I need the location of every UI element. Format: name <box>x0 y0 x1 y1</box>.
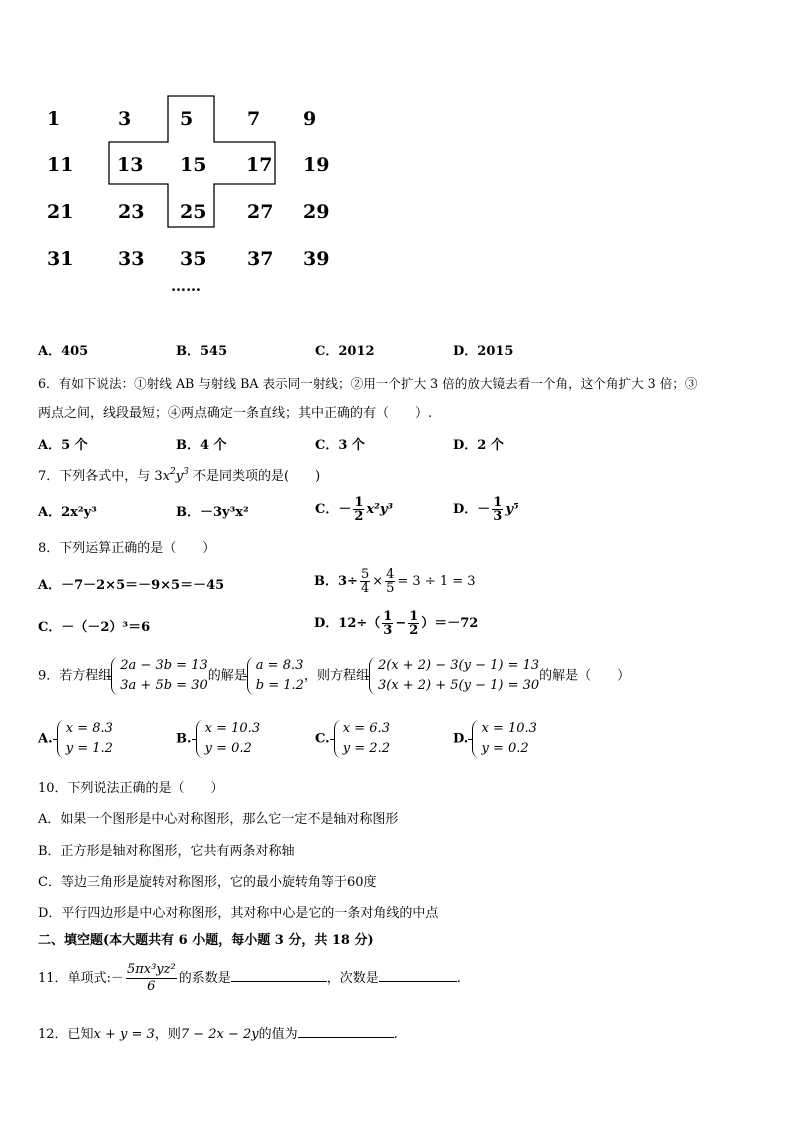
q8-option-b-label: B．3÷ <box>314 574 358 589</box>
fraction-denominator: 5 <box>386 581 395 596</box>
grid-cell: 21 <box>47 201 74 223</box>
option-system <box>472 719 536 759</box>
equation: y = 2.2 <box>342 741 390 756</box>
q8-option-d-label: D．12÷（ <box>314 616 381 631</box>
grid-cell: 13 <box>117 154 144 176</box>
fraction-numerator: 1 <box>354 495 364 510</box>
q5-option-c[interactable]: C．2012 <box>315 344 375 359</box>
q6-option-d[interactable]: D．2 个 <box>453 438 504 453</box>
q6-option-a[interactable]: A．5 个 <box>38 438 88 453</box>
fraction-denominator: 4 <box>360 581 370 596</box>
q7-c-fraction <box>353 496 364 523</box>
q9-option-b[interactable] <box>176 719 260 759</box>
q12-condition: x + y = 3 <box>93 1027 155 1042</box>
equation: b = 1.2 <box>255 678 304 693</box>
q8-option-b-tail: = 3 ÷ 1 = 3 <box>397 574 476 589</box>
q7-term: $x^2y^3$ <box>162 467 189 484</box>
q12-expression: 7 − 2x − 2y <box>180 1027 259 1042</box>
option-system <box>334 719 390 759</box>
equation: 2a − 3b = 13 <box>120 658 208 673</box>
fraction-denominator: 6 <box>147 979 156 994</box>
q9-stem <box>38 656 630 696</box>
equation: y = 0.2 <box>204 741 252 756</box>
grid-cell: 11 <box>47 154 74 176</box>
grid-cell: 23 <box>118 201 145 223</box>
q11-stem <box>38 962 461 995</box>
q7-option-d[interactable] <box>453 496 519 523</box>
grid-cell: 1 <box>47 108 61 130</box>
q5-option-d[interactable]: D．2015 <box>453 344 514 359</box>
q10-option-d[interactable]: D．平行四边形是中心对称图形，其对称中心是它的一条对角线的中点 <box>38 906 439 921</box>
grid-cell: 25 <box>180 201 207 223</box>
grid-cell: 3 <box>118 108 132 130</box>
option-label: C. <box>315 731 330 747</box>
q11-stem-end: . <box>456 971 461 986</box>
fraction-denominator: 3 <box>493 509 503 524</box>
q8-option-c[interactable]: C．－（－2）³＝6 <box>38 620 151 635</box>
equation: y = 0.2 <box>481 741 529 756</box>
grid-ellipsis: …… <box>171 277 201 295</box>
fraction-numerator: 5πx³yz² <box>126 962 176 977</box>
section-heading: 二、填空题(本大题共有 6 小题，每小题 3 分，共 18 分) <box>38 933 374 948</box>
q9-system-1 <box>111 656 207 696</box>
fraction-numerator: 4 <box>386 567 395 582</box>
q7-option-d-tail: y⁵ <box>505 502 519 517</box>
q11-coefficient-blank[interactable] <box>231 969 327 982</box>
q9-option-a[interactable] <box>38 719 113 759</box>
q10-option-a[interactable]: A．如果一个图形是中心对称图形，那么它一定不是轴对称图形 <box>38 812 399 827</box>
q7-option-c[interactable] <box>315 496 393 523</box>
fraction <box>360 568 370 595</box>
q9-system-2 <box>369 656 539 696</box>
q8-option-b[interactable]: B．3÷ $\frac{5}{4}$ × $\frac{4}{5}$ = 3 ÷ 1 = 3 <box>314 567 476 596</box>
q11-fraction <box>126 962 177 995</box>
q8-option-d[interactable]: D．12÷（ $\frac{1}{3}$ − $\frac{1}{2}$ ）＝－72 <box>314 609 479 638</box>
q12-stem-end: . <box>393 1027 398 1042</box>
q6-stem-line1: 6．有如下说法：①射线 AB 与射线 BA 表示同一射线；②用一个扩大 3 倍的放大镜去看一个角，这个角扩大 3 倍；③ <box>38 376 698 391</box>
grid-cell: 31 <box>47 248 74 270</box>
fraction <box>385 568 395 595</box>
grid-cell: 7 <box>247 108 261 130</box>
grid-cell: 27 <box>247 201 274 223</box>
q12-stem-post: 的值为 <box>258 1027 298 1042</box>
grid-cell: 15 <box>180 154 207 176</box>
grid-cell: 39 <box>303 248 330 270</box>
q9-option-d[interactable] <box>453 719 537 759</box>
q7-d-fraction <box>492 496 503 523</box>
q11-degree-blank[interactable] <box>379 969 457 982</box>
equation: a = 8.3 <box>255 658 304 673</box>
q6-option-b[interactable]: B．4 个 <box>176 438 227 453</box>
q7-option-a[interactable]: A．2x²y³ <box>38 505 97 520</box>
fraction-numerator: 1 <box>493 495 503 510</box>
q9-stem-mid2: ，则方程组 <box>303 668 369 684</box>
q12-stem-mid: ，则 <box>154 1027 181 1042</box>
q11-stem-pre: 11．单项式:－ <box>38 971 124 986</box>
q7-option-d-label: D．－ <box>453 502 491 517</box>
q11-stem-mid2: ，次数是 <box>326 971 379 986</box>
q8-stem: 8．下列运算正确的是（ ） <box>38 541 216 556</box>
grid-cell: 37 <box>247 248 274 270</box>
grid-cell: 5 <box>180 108 194 130</box>
q9-stem-pre: 9．若方程组 <box>38 668 112 684</box>
equation: 3(x + 2) + 5(y − 1) = 30 <box>377 678 540 693</box>
q8-option-d-tail: ）＝－72 <box>421 616 479 631</box>
grid-cell: 17 <box>246 154 273 176</box>
q6-stem-line2: 两点之间，线段最短；④两点确定一条直线；其中正确的有（ ）. <box>38 406 433 421</box>
equation: x = 10.3 <box>481 721 537 736</box>
q10-stem: 10．下列说法正确的是（ ） <box>38 781 224 796</box>
fraction-denominator: 2 <box>409 623 419 638</box>
q11-stem-mid: 的系数是 <box>178 971 231 986</box>
equation: x = 6.3 <box>342 721 390 736</box>
option-system <box>196 719 260 759</box>
q6-option-c[interactable]: C．3 个 <box>315 438 365 453</box>
grid-cell: 33 <box>118 248 145 270</box>
fraction <box>382 610 393 637</box>
q10-option-b[interactable]: B．正方形是轴对称图形，它共有两条对称轴 <box>38 844 295 859</box>
q5-option-b[interactable]: B．545 <box>176 344 228 359</box>
option-label: D. <box>453 731 469 747</box>
q7-option-b[interactable]: B．－3y³x² <box>176 505 249 520</box>
fraction-numerator: 5 <box>360 567 370 582</box>
q12-stem-pre: 12．已知 <box>38 1027 94 1042</box>
q9-option-c[interactable] <box>315 719 390 759</box>
grid-cell: 29 <box>303 201 330 223</box>
fraction-denominator: 2 <box>354 509 364 524</box>
option-label: A. <box>38 731 53 747</box>
fraction-numerator: 1 <box>409 609 419 624</box>
grid-cell: 9 <box>303 108 317 130</box>
equation: y = 1.2 <box>65 741 113 756</box>
q7-stem-pre: 7．下列各式中，与 3 <box>38 469 163 484</box>
q9-stem-post: 的解是（ ） <box>539 668 631 684</box>
option-system <box>57 719 113 759</box>
equation: 3a + 5b = 30 <box>120 678 208 693</box>
q9-stem-mid1: 的解是 <box>207 668 247 684</box>
equation: x = 10.3 <box>204 721 261 736</box>
q5-option-a[interactable]: A．405 <box>38 344 89 359</box>
q12-answer-blank[interactable] <box>298 1025 394 1038</box>
fraction-numerator: 1 <box>383 609 393 624</box>
q7-option-c-tail: x²y³ <box>366 502 394 517</box>
fraction <box>408 610 419 637</box>
q7-stem-post: 不是同类项的是( ) <box>188 469 321 484</box>
equation: x = 8.3 <box>65 721 113 736</box>
q9-solution-1 <box>247 656 304 696</box>
option-label: B. <box>176 731 192 747</box>
grid-cell: 19 <box>303 154 330 176</box>
q7-stem <box>38 469 320 485</box>
equation: 2(x + 2) − 3(y − 1) = 13 <box>377 658 540 673</box>
q10-option-c[interactable]: C．等边三角形是旋转对称图形，它的最小旋转角等于60度 <box>38 875 377 890</box>
q8-option-a[interactable]: A．－7－2×5＝－9×5＝－45 <box>38 578 225 593</box>
q12-stem <box>38 1025 398 1043</box>
q7-option-c-label: C．－ <box>315 502 352 517</box>
grid-cell: 35 <box>180 248 207 270</box>
fraction-denominator: 3 <box>383 623 393 638</box>
